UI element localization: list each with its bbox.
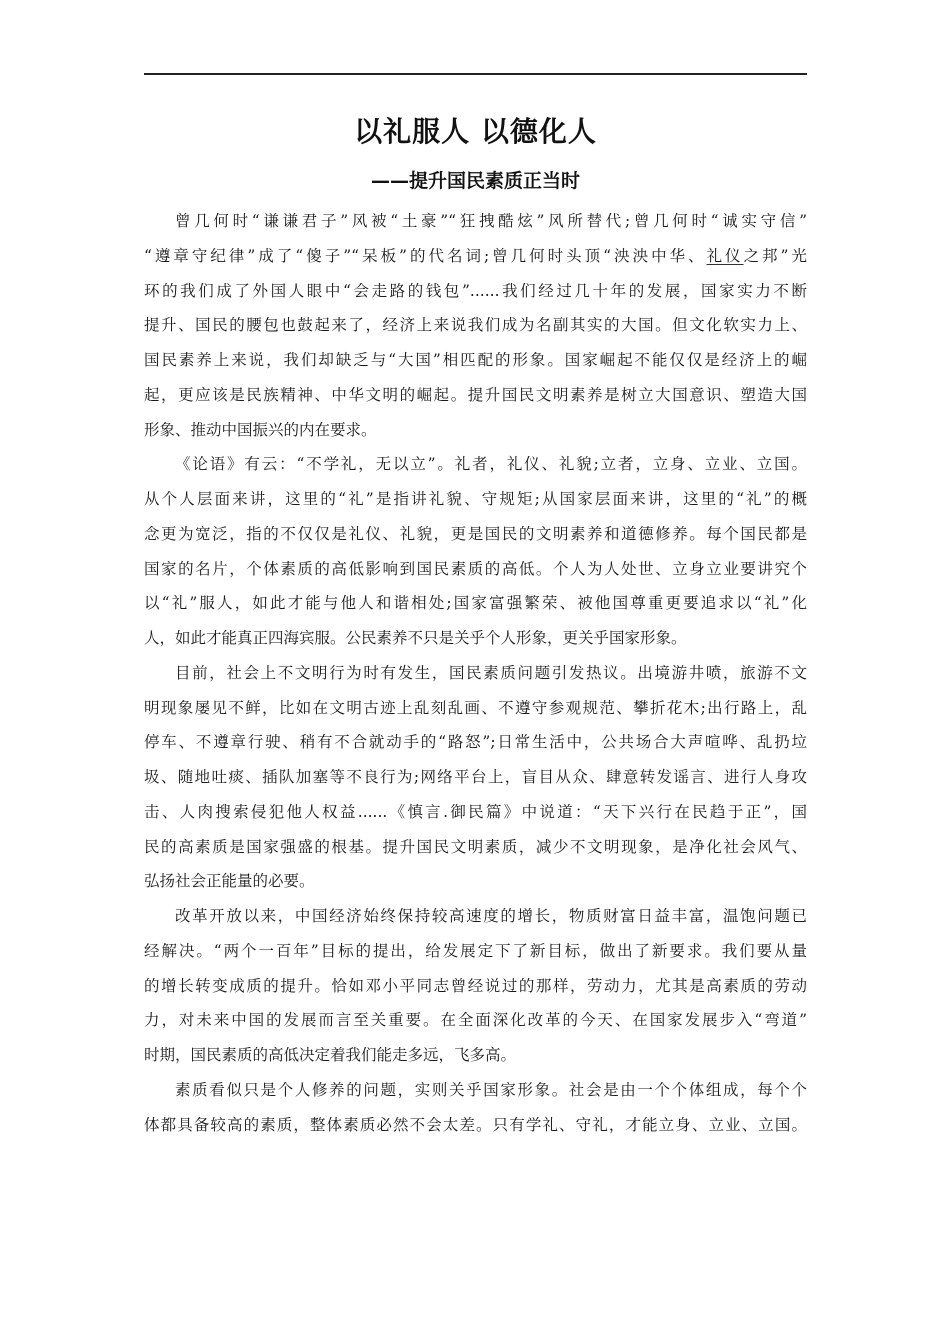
paragraph-2 <box>144 447 807 656</box>
paragraph-1 <box>144 204 807 447</box>
paragraph-line: 经解决。“两个一百年”目标的提出，给发展定下了新目标，做出了新要求。我们要从量 <box>144 941 807 960</box>
paragraph-line: 起，更应该是民族精神、中华文明的崛起。提升国民文明素养是树立大国意识、塑造大国 <box>144 385 807 404</box>
etiquette-link[interactable]: 礼仪 <box>706 246 744 265</box>
paragraph-line: 停车、不遵章行驶、稍有不合就动手的“路怒”;日常生活中，公共场合大声喧哗、乱扔垃 <box>144 733 807 752</box>
paragraph-line: 提升、国民的腰包也鼓起来了，经济上来说我们成为名副其实的大国。但文化软实力上、 <box>144 316 807 335</box>
paragraph-line: 击、人肉搜索侵犯他人权益......《慎言.御民篇》中说道：“天下兴行在民趋于正”，国 <box>144 802 807 821</box>
paragraph-line-text: “遵章守纪律”成了“傻子”“呆板”的代名词;曾几何时头顶“泱泱中华、 <box>144 246 707 265</box>
paragraph-line: 国家的名片，个体素质的高低影响到国民素质的高低。个人为人处世、立身立业要讲究个 <box>144 559 807 578</box>
document-body <box>144 204 807 1142</box>
paragraph-line: 圾、随地吐痰、插队加塞等不良行为;网络平台上，盲目从众、肆意转发谣言、进行人身攻 <box>144 768 807 786</box>
paragraph-line: 国民素养上来说，我们却缺乏与“大国”相匹配的形象。国家崛起不能仅仅是经济上的崛 <box>144 351 807 369</box>
paragraph-line: 环的我们成了外国人眼中“会走路的钱包”......我们经过几十年的发展，国家实力不断 <box>144 281 807 300</box>
paragraph-line: 念更为宽泛，指的不仅仅是礼仪、礼貌，更是国民的文明素养和道德修养。每个国民都是 <box>144 524 807 543</box>
paragraph-line: 民的高素质是国家强盛的根基。提升国民文明素质，减少不文明现象，是净化社会风气、 <box>144 837 807 856</box>
paragraph-line: 人，如此才能真正四海宾服。公民素养不只是关乎个人形象，更关乎国家形象。 <box>144 629 687 647</box>
paragraph-line: 形象、推动中国振兴的内在要求。 <box>144 420 377 439</box>
paragraph-line: 力，对未来中国的发展而言至关重要。在全面深化改革的今天、在国家发展步入“弯道” <box>144 1011 807 1030</box>
paragraph-line: 素质看似只是个人修养的问题，实则关乎国家形象。社会是由一个个体组成，每个个 <box>175 1080 807 1099</box>
paragraph-line: 明现象屡见不鲜，比如在文明古迹上乱刻乱画、不遵守参观规范、攀折花木;出行路上，乱 <box>144 698 807 717</box>
paragraph-line: 以“礼”服人，如此才能与他人和谐相处;国家富强繁荣、被他国尊重更要追求以“礼”化 <box>144 594 807 613</box>
paragraph-line <box>144 239 807 274</box>
paragraph-line: 的增长转变成质的提升。恰如邓小平同志曾经说过的那样，劳动力，尤其是高素质的劳动 <box>144 976 807 995</box>
paragraph-line: 时期，国民素质的高低决定着我们能走多远，飞多高。 <box>144 1046 517 1064</box>
paragraph-line: 体都具备较高的素质，整体素质必然不会太差。只有学礼、守礼，才能立身、立业、立国。 <box>144 1115 807 1134</box>
paragraph-line: 《论语》有云：“不学礼，无以立”。礼者，礼仪、礼貌;立者，立身、立业、立国。 <box>175 455 807 474</box>
paragraph-4 <box>144 899 807 1073</box>
paragraph-3 <box>144 656 807 899</box>
paragraph-5 <box>144 1073 807 1143</box>
document-subtitle: ——提升国民素质正当时 <box>370 170 580 192</box>
header-rule <box>144 73 807 75</box>
paragraph-line: 改革开放以来，中国经济始终保持较高速度的增长，物质财富日益丰富，温饱问题已 <box>175 907 807 925</box>
paragraph-line-text: 之邦”光 <box>743 246 807 265</box>
paragraph-line: 目前，社会上不文明行为时有发生，国民素质问题引发热议。出境游井喷，旅游不文 <box>175 663 807 682</box>
paragraph-line-composed <box>144 247 807 265</box>
paragraph-line: 曾几何时“谦谦君子”风被“土豪”“狂拽酷炫”风所替代;曾几何时“诚实守信” <box>175 212 807 230</box>
paragraph-line: 弘扬社会正能量的必要。 <box>144 872 315 891</box>
paragraph-line: 从个人层面来讲，这里的“礼”是指讲礼貌、守规矩;从国家层面来讲，这里的“礼”的概 <box>144 490 807 508</box>
document-title: 以礼服人 以德化人 <box>354 115 597 148</box>
